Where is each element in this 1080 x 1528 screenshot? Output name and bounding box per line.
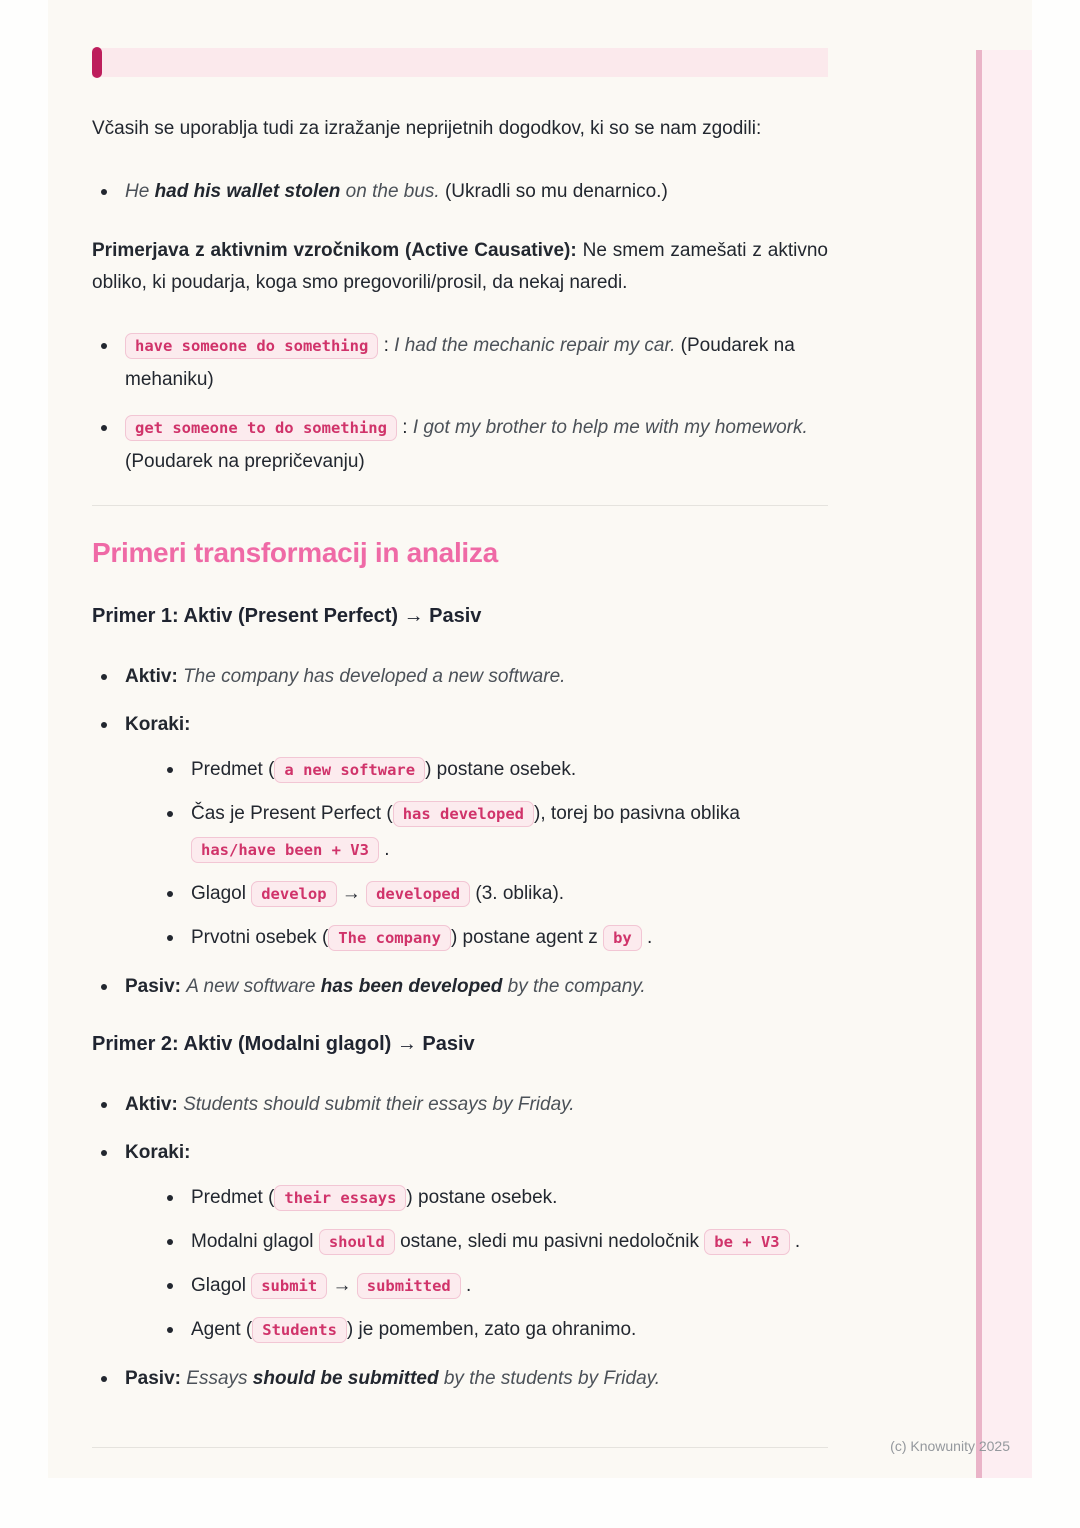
italic-text-run: Essays [186, 1368, 253, 1389]
italic-text-run: A new software [186, 976, 321, 997]
text-run: . [378, 839, 390, 860]
text-run: Agent ( [191, 1319, 253, 1340]
paragraph [92, 235, 828, 299]
quote-strip [92, 48, 828, 77]
text-run: Primeri transformacij in analiza [92, 537, 498, 568]
italic-text-run: by the students by Friday. [438, 1368, 661, 1389]
text-run: . [460, 1275, 472, 1296]
list-item [92, 1088, 828, 1122]
inline-code: get someone to do something [125, 415, 397, 441]
bold-text-run: Primerjava z aktivnim vzročnikom (Active Causative): [92, 240, 577, 261]
text-run: (3. oblika). [470, 883, 565, 904]
text-run: : [396, 417, 413, 438]
text-run: Prvotni osebek ( [191, 927, 329, 948]
list-item [92, 660, 828, 694]
text-run: . [641, 927, 653, 948]
inline-code: submitted [357, 1273, 461, 1299]
list-item [158, 1312, 828, 1348]
paragraph [92, 113, 828, 145]
list-item [92, 329, 828, 397]
text-run: ) postane osebek. [425, 759, 577, 780]
list-item [158, 1268, 828, 1304]
bullet-list [92, 175, 828, 209]
document-page [48, 0, 1032, 1478]
italic-text-run: He [125, 181, 155, 202]
text-run: ) postane agent z [450, 927, 604, 948]
bold-text-run: Pasiv: [125, 976, 181, 997]
inline-code: a new software [274, 757, 425, 783]
text-run: (Poudarek na mehaniku) [125, 335, 795, 390]
inline-code: The company [328, 925, 451, 951]
text-run: Predmet ( [191, 1187, 275, 1208]
italic-text-run: Students should submit their essays by Friday. [183, 1094, 575, 1115]
text-run: . [789, 1231, 801, 1252]
list-item [92, 1136, 828, 1348]
copyright-note: (c) Knowunity 2025 [890, 1438, 1010, 1454]
list-item [92, 175, 828, 209]
list-item [92, 970, 828, 1004]
inline-code: their essays [274, 1185, 406, 1211]
inline-code: Students [252, 1317, 347, 1343]
text-run: Primer 1: Aktiv (Present Perfect) → Pasiv [92, 605, 482, 627]
side-rail [976, 50, 1032, 1478]
text-run: ) je pomemben, zato ga ohranimo. [346, 1319, 637, 1340]
italic-text-run: by the company. [502, 976, 646, 997]
inline-code: develop [251, 881, 336, 907]
sub-bullet-list [158, 752, 828, 956]
list-item [158, 920, 828, 956]
text-run: Glagol [191, 1275, 252, 1296]
bullet-list [92, 329, 828, 479]
section-heading [92, 534, 828, 572]
subsection-heading [92, 602, 828, 630]
text-run: Včasih se uporablja tudi za izražanje neprijetnih dogodkov, ki so se nam zgodili: [92, 118, 762, 139]
italic-text-run: I got my brother to help me with my homework. [412, 417, 808, 438]
bold-text-run: Aktiv: [125, 1094, 178, 1115]
text-run: Primer 2: Aktiv (Modalni glagol) → Pasiv [92, 1033, 475, 1055]
list-item [158, 1180, 828, 1216]
text-run: ), torej bo pasivna oblika [534, 803, 740, 824]
inline-code: have someone do something [125, 333, 378, 359]
bullet-list [92, 660, 828, 1004]
text-run: Ne smem zamešati z aktivno obliko, ki poudarja, koga smo pregovorili/prosil, da nekaj naredi. [92, 240, 828, 293]
inline-code: should [319, 1229, 395, 1255]
italic-text-run: I had the mechanic repair my car. [394, 335, 676, 356]
content [92, 0, 828, 1422]
text-run: (Poudarek na prepričevanju) [125, 451, 365, 472]
inline-code: by [603, 925, 642, 951]
divider [92, 505, 828, 506]
list-item [92, 1362, 828, 1396]
text-run: → [327, 1275, 357, 1296]
text-run: ) postane osebek. [406, 1187, 558, 1208]
inline-code: submit [251, 1273, 327, 1299]
inline-code: be + V3 [704, 1229, 789, 1255]
list-item [92, 411, 828, 479]
list-item [158, 876, 828, 912]
sub-bullet-list [158, 1180, 828, 1348]
quote-accent-bar [92, 47, 102, 78]
list-item [158, 796, 828, 868]
inline-code: has/have been + V3 [191, 837, 379, 863]
text-run: Čas je Present Perfect ( [191, 803, 393, 824]
text-run: : [378, 335, 395, 356]
text-run: (Ukradli so mu denarnico.) [439, 181, 668, 202]
list-item [92, 708, 828, 956]
inline-code: has developed [393, 801, 534, 827]
italic-text-run: on the bus. [340, 181, 440, 202]
text-run: → [336, 883, 367, 904]
list-item [158, 752, 828, 788]
bolditalic-text-run: had his wallet stolen [154, 181, 341, 202]
bullet-list [92, 1088, 828, 1396]
bold-text-run: Koraki: [125, 714, 191, 735]
bold-text-run: Aktiv: [125, 666, 178, 687]
bolditalic-text-run: should be submitted [252, 1368, 439, 1389]
bold-text-run: Pasiv: [125, 1368, 181, 1389]
subsection-heading [92, 1030, 828, 1058]
text-run: Predmet ( [191, 759, 275, 780]
text-run: Modalni glagol [191, 1231, 319, 1252]
bolditalic-text-run: has been developed [320, 976, 503, 997]
list-item [158, 1224, 828, 1260]
inline-code: developed [366, 881, 470, 907]
footer-divider [92, 1447, 828, 1448]
text-run: Glagol [191, 883, 252, 904]
italic-text-run: The company has developed a new software. [183, 666, 566, 687]
text-run: ostane, sledi mu pasivni nedoločnik [394, 1231, 705, 1252]
bold-text-run: Koraki: [125, 1142, 191, 1163]
